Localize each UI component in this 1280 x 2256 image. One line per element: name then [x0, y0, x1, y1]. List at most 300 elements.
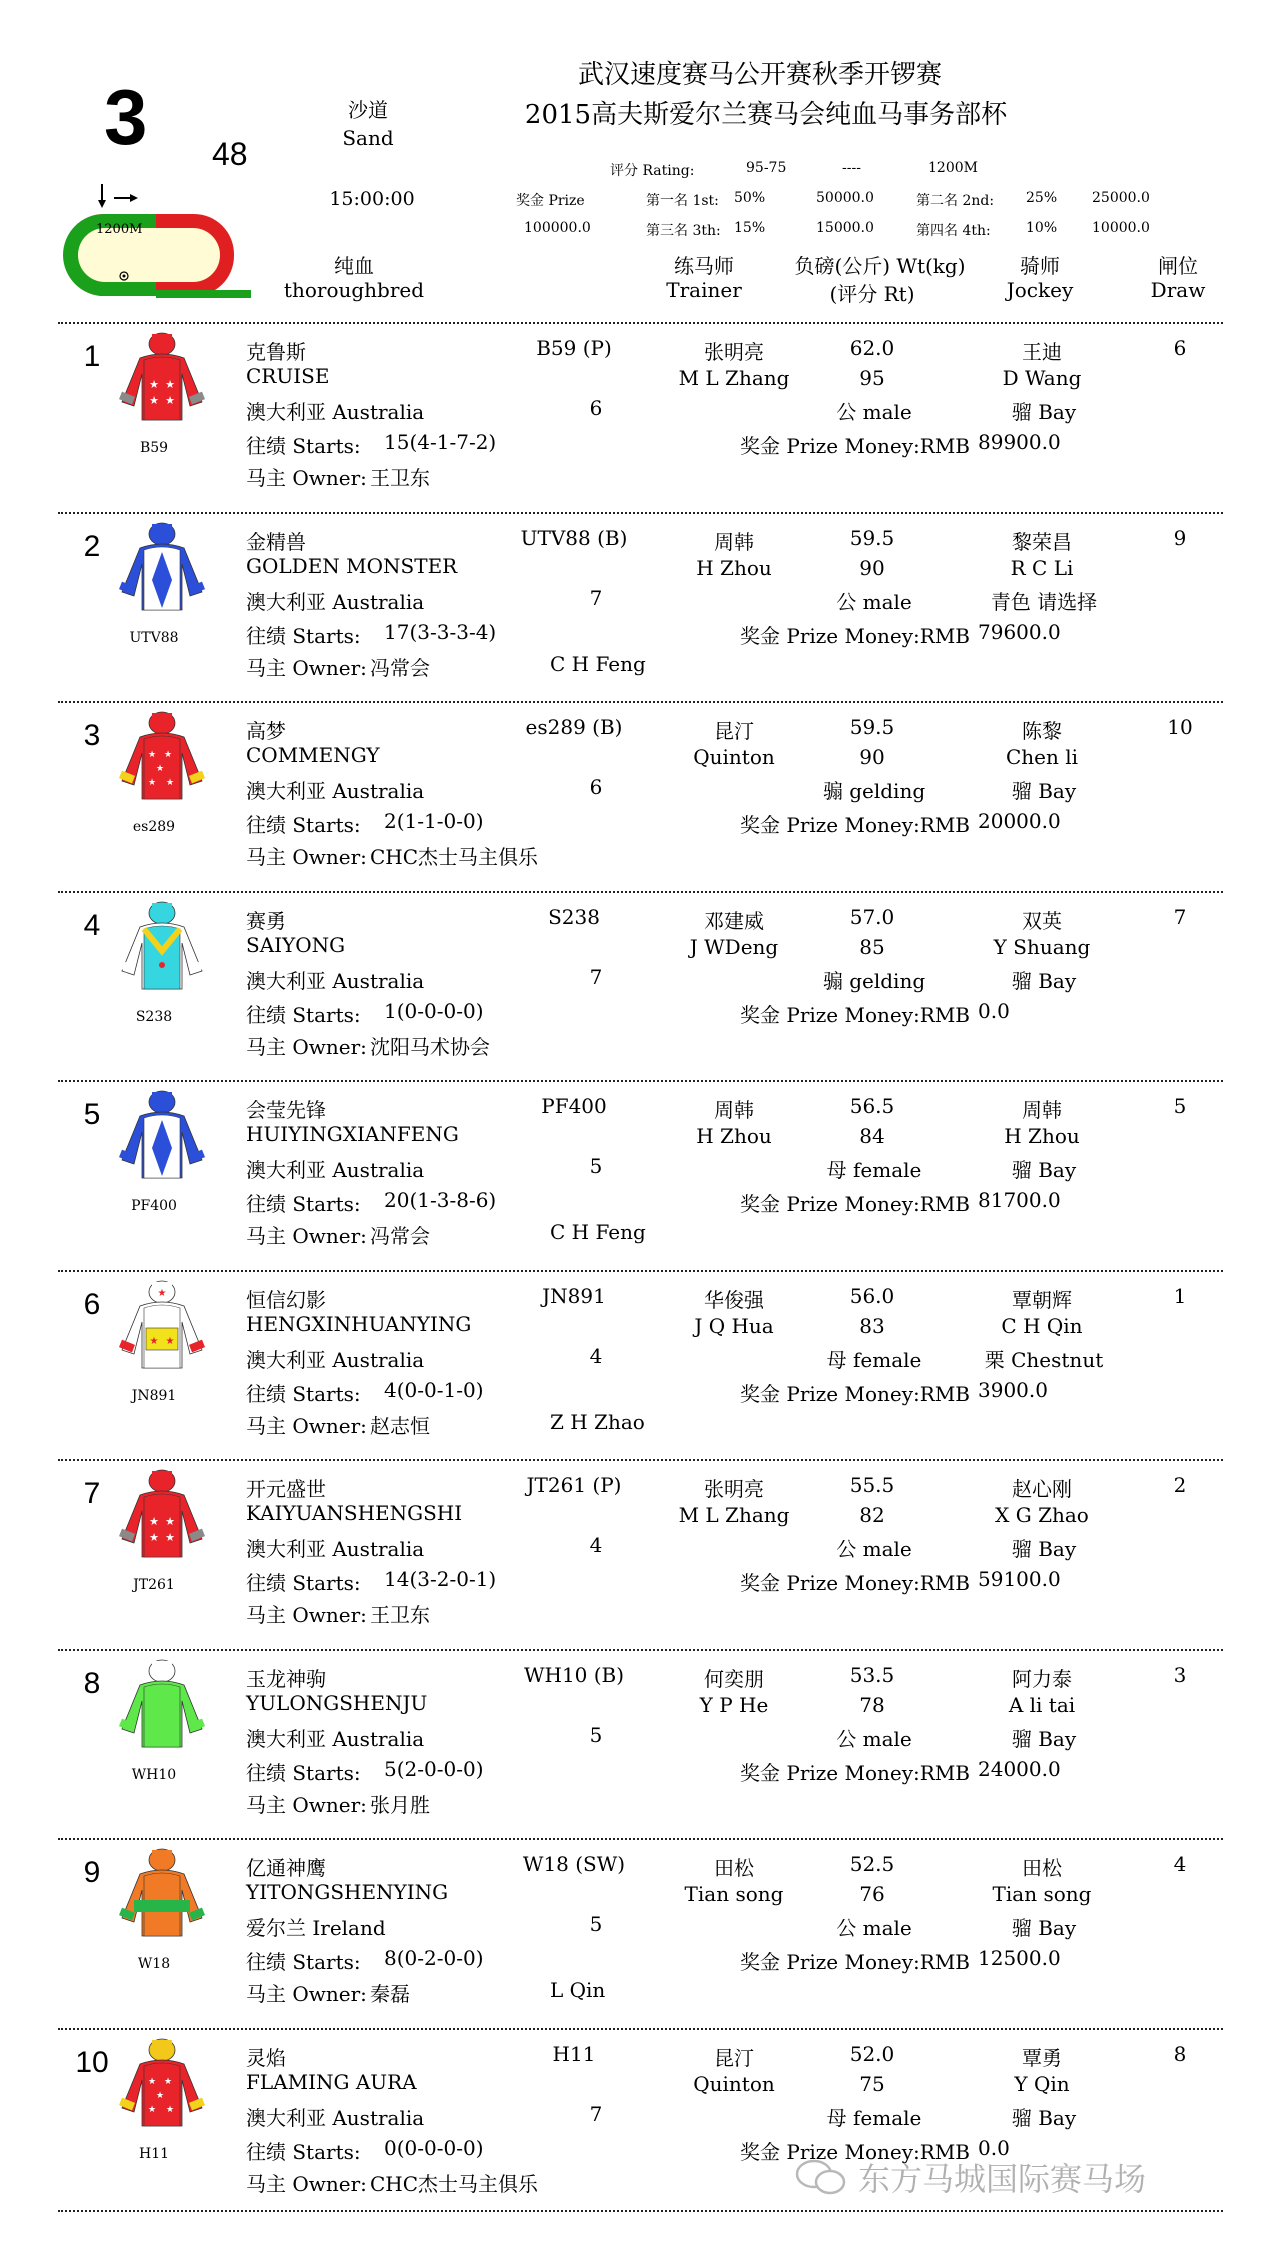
horse-age: 7 — [589, 964, 603, 989]
trainer-en: Quinton — [693, 2071, 775, 2096]
jockey-silks-icon — [118, 1657, 206, 1753]
entry-divider — [58, 701, 1223, 703]
horse-code: H11 — [552, 2041, 596, 2066]
horse-color: 骝 Bay — [1011, 968, 1077, 993]
jockey-silks-icon — [118, 899, 206, 995]
horse-sex: 公 male — [836, 1537, 912, 1561]
runner-number: 10 — [75, 2045, 109, 2079]
draw-number: 10 — [1167, 715, 1193, 739]
race-time: 15:00:00 — [329, 188, 415, 210]
jockey-en: Y Qin — [1014, 2071, 1070, 2096]
owner-name-en: C H Feng — [550, 651, 646, 676]
horse-rating: 84 — [859, 1124, 885, 1148]
owner-name: 冯常会 — [370, 655, 430, 680]
starts-label: 往绩 Starts: — [246, 1192, 361, 1216]
entry-divider — [58, 1838, 1223, 1840]
starts-record: 17(3-3-3-4) — [384, 619, 497, 644]
svg-text:★: ★ — [165, 1335, 175, 1347]
horse-rating: 85 — [859, 934, 885, 959]
owner-label: 马主 Owner: — [246, 845, 367, 869]
horse-origin: 澳大利亚 Australia — [246, 589, 425, 614]
surface-en: Sand — [342, 126, 394, 150]
prize-money-label: 奖金 Prize Money:RMB — [740, 623, 971, 648]
fourth-amount: 10000.0 — [1092, 220, 1150, 236]
silk-code: JT261 — [133, 1577, 175, 1593]
svg-text:★: ★ — [165, 2104, 175, 2115]
fourth-pct: 10% — [1026, 220, 1058, 236]
starts-record: 4(0-0-1-0) — [384, 1377, 484, 1402]
col-draw-en: Draw — [1150, 278, 1206, 302]
jockey-silks-icon — [118, 520, 206, 616]
horse-rating: 90 — [859, 555, 885, 580]
col-weight: 负磅(公斤) Wt(kg) — [794, 254, 966, 278]
jockey-silks-icon — [118, 1278, 206, 1374]
starts-record: 0(0-0-0-0) — [384, 2135, 484, 2160]
silk-code: S238 — [135, 1008, 173, 1025]
horse-sex: 母 female — [826, 2105, 922, 2130]
owner-name-en: Z H Zhao — [550, 1409, 645, 1434]
horse-name-en: CRUISE — [246, 364, 330, 388]
horse-sex: 骟 gelding — [822, 968, 926, 993]
trainer-en: Quinton — [693, 745, 775, 769]
starts-label: 往绩 Starts: — [246, 813, 361, 837]
jockey-cn: 陈黎 — [1022, 719, 1062, 743]
starts-record: 1(0-0-0-0) — [384, 998, 484, 1023]
col-rating: (评分 Rt) — [829, 282, 915, 306]
prize-money: 89900.0 — [978, 430, 1061, 454]
horse-rating: 76 — [859, 1882, 885, 1906]
svg-text:★: ★ — [155, 2090, 165, 2101]
horse-age: 6 — [589, 396, 603, 420]
col-jockey-cn: 骑师 — [1020, 254, 1060, 278]
carried-weight: 56.0 — [849, 1283, 895, 1308]
svg-text:★: ★ — [163, 2076, 173, 2087]
svg-text:★: ★ — [165, 1515, 175, 1528]
jockey-silks-icon — [118, 1088, 206, 1184]
horse-age: 6 — [589, 775, 603, 799]
horse-code: S238 — [548, 904, 600, 929]
horse-color: 骝 Bay — [1011, 1916, 1077, 1940]
prize-label: 奖金 Prize — [516, 193, 585, 209]
jockey-en: Tian song — [992, 1882, 1092, 1906]
silk-code: WH10 — [131, 1766, 177, 1783]
entry-divider-bottom — [58, 2210, 1223, 2212]
runner-number: 6 — [83, 1287, 101, 1321]
track-distance: 1200M — [96, 222, 143, 237]
horse-age: 4 — [589, 1343, 603, 1368]
entry-divider — [58, 1080, 1223, 1082]
prize-money: 3900.0 — [978, 1377, 1048, 1402]
starts-label: 往绩 Starts: — [246, 623, 361, 648]
prize-money-label: 奖金 Prize Money:RMB — [740, 1381, 971, 1406]
surface-cn: 沙道 — [348, 98, 388, 122]
horse-code: WH10 (B) — [523, 1662, 625, 1687]
owner-label: 马主 Owner: — [246, 1792, 367, 1817]
owner-label: 马主 Owner: — [246, 655, 367, 680]
owner-label: 马主 Owner: — [246, 1413, 367, 1438]
draw-number: 1 — [1173, 1283, 1187, 1308]
jockey-silks-icon — [118, 1467, 206, 1563]
entry-divider — [58, 891, 1223, 893]
breed-cn: 纯血 — [334, 254, 374, 278]
runner-entry — [0, 1649, 1280, 1839]
prize-money: 0.0 — [978, 998, 1010, 1023]
draw-number: 8 — [1173, 2041, 1187, 2066]
horse-code: PF400 — [541, 1094, 607, 1118]
third-label: 第三名 3th: — [646, 223, 721, 239]
race-title-line1: 武汉速度赛马公开赛秋季开锣赛 — [577, 60, 943, 90]
horse-name-cn: 亿通神鹰 — [246, 1856, 326, 1880]
starts-label: 往绩 Starts: — [246, 434, 361, 458]
svg-text:★: ★ — [147, 2104, 157, 2115]
horse-origin: 澳大利亚 Australia — [246, 400, 425, 424]
svg-text:★: ★ — [149, 1335, 159, 1347]
prize-money: 59100.0 — [978, 1567, 1061, 1591]
horse-name-cn: 恒信幻影 — [246, 1287, 326, 1312]
horse-name-en: GOLDEN MONSTER — [246, 553, 458, 578]
trainer-en: Y P He — [699, 1692, 769, 1717]
runner-number: 2 — [83, 529, 101, 563]
silk-code: JN891 — [131, 1387, 177, 1404]
carried-weight: 62.0 — [849, 336, 895, 360]
rating-value: 95-75 — [746, 160, 787, 176]
horse-code: JN891 — [542, 1283, 606, 1308]
prize-money: 79600.0 — [978, 619, 1061, 644]
trainer-cn: 田松 — [714, 1856, 754, 1880]
horse-name-en: FLAMING AURA — [246, 2069, 417, 2094]
horse-origin: 澳大利亚 Australia — [246, 1347, 425, 1372]
prize-money-label: 奖金 Prize Money:RMB — [740, 813, 971, 837]
svg-text:★: ★ — [147, 750, 157, 760]
silk-code: es289 — [132, 819, 176, 835]
horse-origin: 澳大利亚 Australia — [246, 1726, 425, 1751]
trainer-cn: 何奕朋 — [704, 1666, 764, 1691]
horse-origin: 澳大利亚 Australia — [246, 1158, 425, 1182]
horse-rating: 90 — [859, 745, 885, 769]
owner-label: 马主 Owner: — [246, 1982, 367, 2006]
carried-weight: 56.5 — [849, 1094, 895, 1118]
entry-divider — [58, 322, 1223, 324]
horse-age: 5 — [589, 1154, 603, 1178]
trainer-cn: 周韩 — [714, 1098, 754, 1122]
runner-number: 4 — [83, 908, 101, 942]
horse-sex: 公 male — [836, 1726, 912, 1751]
horse-name-en: SAIYONG — [246, 932, 346, 957]
draw-number: 7 — [1173, 904, 1187, 929]
svg-text:★: ★ — [147, 778, 157, 788]
prize-money-label: 奖金 Prize Money:RMB — [740, 434, 971, 458]
horse-name-cn: 开元盛世 — [246, 1477, 326, 1501]
horse-age: 5 — [589, 1912, 603, 1936]
breed-en: thoroughbred — [283, 278, 425, 302]
runner-entry — [0, 512, 1280, 702]
horse-rating: 78 — [859, 1692, 885, 1717]
horse-rating: 75 — [859, 2071, 885, 2096]
prize-money-label: 奖金 Prize Money:RMB — [740, 1002, 971, 1027]
jockey-cn: 王迪 — [1022, 340, 1062, 364]
horse-sex: 骟 gelding — [822, 779, 926, 803]
horse-color: 骝 Bay — [1011, 2105, 1077, 2130]
runner-entry — [0, 1270, 1280, 1460]
svg-text:★: ★ — [147, 2076, 157, 2087]
runner-entry — [0, 891, 1280, 1081]
horse-color: 骝 Bay — [1011, 1537, 1077, 1561]
track-diagram-icon — [56, 178, 256, 308]
runner-number: 7 — [83, 1477, 101, 1510]
jockey-silks-icon — [118, 709, 206, 805]
trainer-cn: 张明亮 — [704, 340, 764, 364]
owner-name: 秦磊 — [370, 1982, 410, 2006]
prize-total: 100000.0 — [524, 220, 591, 236]
field-count: 48 — [212, 136, 248, 172]
horse-name-cn: 金精兽 — [246, 529, 306, 554]
horse-code: es289 (B) — [525, 715, 623, 739]
horse-color: 骝 Bay — [1011, 400, 1077, 424]
owner-name: 沈阳马术协会 — [370, 1034, 490, 1059]
horse-sex: 母 female — [826, 1347, 922, 1372]
owner-name: 赵志恒 — [370, 1413, 430, 1438]
first-label: 第一名 1st: — [646, 193, 719, 209]
jockey-en: H Zhou — [1004, 1124, 1080, 1148]
svg-text:★: ★ — [149, 1515, 159, 1528]
owner-name: CHC杰士马主俱乐 — [370, 2171, 539, 2196]
owner-name: 王卫东 — [370, 466, 430, 490]
prize-money-label: 奖金 Prize Money:RMB — [740, 1950, 971, 1974]
prize-money: 24000.0 — [978, 1756, 1061, 1781]
runner-entry — [0, 1838, 1280, 2028]
jockey-en: D Wang — [1002, 366, 1082, 390]
horse-name-cn: 克鲁斯 — [246, 340, 306, 364]
jockey-en: X G Zhao — [995, 1503, 1089, 1527]
starts-record: 15(4-1-7-2) — [384, 430, 497, 454]
jockey-silks-icon — [118, 330, 206, 426]
owner-name-en: C H Feng — [550, 1220, 646, 1244]
horse-origin: 澳大利亚 Australia — [246, 2105, 425, 2130]
jockey-cn: 覃勇 — [1022, 2045, 1062, 2070]
runner-entry — [0, 322, 1280, 512]
entry-divider — [58, 1270, 1223, 1272]
carried-weight: 52.0 — [849, 2041, 895, 2066]
svg-text:★: ★ — [149, 378, 159, 391]
svg-text:★: ★ — [165, 1531, 175, 1544]
second-pct: 25% — [1026, 190, 1058, 206]
horse-sex: 公 male — [836, 400, 912, 424]
draw-number: 6 — [1173, 336, 1187, 360]
trainer-cn: 张明亮 — [704, 1477, 764, 1501]
second-label: 第二名 2nd: — [916, 193, 995, 209]
svg-text:★: ★ — [149, 1531, 159, 1544]
entry-divider — [58, 2028, 1223, 2030]
jockey-cn: 赵心刚 — [1012, 1477, 1072, 1501]
jockey-silks-icon — [118, 1846, 206, 1942]
owner-name-en: L Qin — [550, 1978, 606, 2002]
horse-name-cn: 高梦 — [246, 719, 286, 743]
runner-number: 5 — [83, 1098, 101, 1131]
entry-divider — [58, 512, 1223, 514]
owner-name: 王卫东 — [370, 1603, 430, 1627]
horse-color: 骝 Bay — [1011, 1726, 1077, 1751]
jockey-en: A li tai — [1008, 1692, 1076, 1717]
horse-name-en: KAIYUANSHENGSHI — [246, 1501, 463, 1525]
owner-label: 马主 Owner: — [246, 1224, 367, 1248]
horse-rating: 82 — [859, 1503, 885, 1527]
horse-age: 7 — [589, 585, 603, 610]
horse-rating: 83 — [859, 1313, 885, 1338]
jockey-en: Y Shuang — [993, 934, 1091, 959]
horse-sex: 公 male — [836, 1916, 912, 1940]
draw-number: 2 — [1173, 1473, 1187, 1497]
race-title-line2: 2015高夫斯爱尔兰赛马会纯血马事务部杯 — [524, 100, 1008, 130]
starts-record: 14(3-2-0-1) — [384, 1567, 497, 1591]
starts-label: 往绩 Starts: — [246, 1002, 361, 1027]
horse-name-en: YITONGSHENYING — [246, 1880, 449, 1904]
horse-color: 骝 Bay — [1011, 1158, 1077, 1182]
third-amount: 15000.0 — [816, 220, 874, 236]
runner-number: 8 — [83, 1666, 101, 1700]
fourth-label: 第四名 4th: — [916, 223, 991, 239]
owner-name: 张月胜 — [370, 1792, 430, 1817]
rating-separator: ---- — [842, 160, 861, 176]
runner-entry — [0, 1459, 1280, 1649]
svg-text:★: ★ — [165, 778, 175, 788]
trainer-cn: 邓建威 — [704, 908, 764, 933]
silk-code: PF400 — [131, 1198, 177, 1214]
horse-name-cn: 玉龙神驹 — [246, 1666, 326, 1691]
trainer-en: H Zhou — [696, 555, 772, 580]
starts-record: 2(1-1-0-0) — [384, 809, 484, 833]
trainer-en: Tian song — [684, 1882, 784, 1906]
jockey-silks-icon — [118, 2036, 206, 2132]
svg-text:★: ★ — [157, 1287, 167, 1299]
silk-code: H11 — [138, 2145, 170, 2162]
starts-label: 往绩 Starts: — [246, 2139, 361, 2164]
runner-number: 1 — [83, 340, 101, 373]
draw-number: 4 — [1173, 1852, 1187, 1876]
trainer-en: J WDeng — [689, 934, 779, 959]
runner-number: 3 — [83, 719, 101, 752]
horse-age: 4 — [589, 1533, 603, 1557]
jockey-cn: 阿力泰 — [1012, 1666, 1072, 1691]
horse-name-cn: 会莹先锋 — [246, 1098, 326, 1122]
horse-sex: 母 female — [826, 1158, 922, 1182]
trainer-cn: 周韩 — [714, 529, 754, 554]
horse-name-cn: 灵焰 — [246, 2045, 286, 2070]
starts-label: 往绩 Starts: — [246, 1381, 361, 1406]
runner-entry — [0, 1080, 1280, 1270]
svg-text:★: ★ — [165, 394, 175, 407]
svg-text:★: ★ — [149, 394, 159, 407]
prize-money: 0.0 — [978, 2135, 1010, 2160]
horse-code: W18 (SW) — [522, 1852, 626, 1876]
horse-origin: 澳大利亚 Australia — [246, 779, 425, 803]
draw-number: 3 — [1173, 1662, 1187, 1687]
svg-text:★: ★ — [155, 764, 165, 774]
entry-divider — [58, 1459, 1223, 1461]
carried-weight: 57.0 — [849, 904, 895, 929]
prize-money: 20000.0 — [978, 809, 1061, 833]
svg-text:★: ★ — [163, 750, 173, 760]
carried-weight: 55.5 — [849, 1473, 895, 1497]
horse-origin: 爱尔兰 Ireland — [246, 1916, 386, 1940]
watermark-text: 东方马城国际赛马场 — [858, 2160, 1147, 2198]
horse-sex: 公 male — [836, 589, 912, 614]
starts-label: 往绩 Starts: — [246, 1760, 361, 1785]
chat-bubble-icon — [794, 2156, 848, 2200]
starts-label: 往绩 Starts: — [246, 1571, 361, 1595]
silk-code: UTV88 — [129, 629, 179, 646]
horse-code: B59 (P) — [536, 336, 612, 360]
owner-name: 冯常会 — [370, 1224, 430, 1248]
silk-code: B59 — [139, 440, 169, 456]
owner-label: 马主 Owner: — [246, 2171, 367, 2196]
horse-code: JT261 (P) — [526, 1473, 622, 1497]
jockey-cn: 田松 — [1022, 1856, 1062, 1880]
carried-weight: 59.5 — [849, 715, 895, 739]
jockey-en: Chen li — [1005, 745, 1079, 769]
horse-color: 骝 Bay — [1011, 779, 1077, 803]
draw-number: 5 — [1173, 1094, 1187, 1118]
carried-weight: 52.5 — [849, 1852, 895, 1876]
carried-weight: 59.5 — [849, 525, 895, 550]
jockey-en: R C Li — [1010, 555, 1074, 580]
horse-color: 青色 请选择 — [990, 589, 1098, 614]
svg-text:★: ★ — [165, 378, 175, 391]
silk-code: W18 — [137, 1956, 171, 1972]
horse-name-cn: 赛勇 — [246, 908, 286, 933]
horse-age: 5 — [589, 1722, 603, 1747]
jockey-cn: 双英 — [1022, 908, 1062, 933]
jockey-cn: 覃朝辉 — [1012, 1287, 1072, 1312]
prize-money: 81700.0 — [978, 1188, 1061, 1212]
col-trainer-en: Trainer — [666, 278, 742, 302]
prize-money-label: 奖金 Prize Money:RMB — [740, 2139, 971, 2164]
prize-money: 12500.0 — [978, 1946, 1061, 1970]
horse-name-en: HUIYINGXIANFENG — [246, 1122, 459, 1146]
horse-code: UTV88 (B) — [520, 525, 628, 550]
owner-label: 马主 Owner: — [246, 1603, 367, 1627]
runner-number: 9 — [83, 1856, 101, 1889]
horse-origin: 澳大利亚 Australia — [246, 968, 425, 993]
carried-weight: 53.5 — [849, 1662, 895, 1687]
first-amount: 50000.0 — [816, 190, 874, 206]
rating-label: 评分 Rating: — [610, 163, 695, 179]
col-jockey-en: Jockey — [1006, 278, 1074, 302]
horse-color: 栗 Chestnut — [984, 1347, 1104, 1372]
third-pct: 15% — [734, 220, 766, 236]
horse-name-en: HENGXINHUANYING — [246, 1311, 472, 1336]
trainer-en: J Q Hua — [694, 1313, 774, 1338]
race-number: 3 — [104, 73, 148, 161]
horse-name-en: COMMENGY — [246, 743, 380, 767]
owner-label: 马主 Owner: — [246, 1034, 367, 1059]
horse-name-en: YULONGSHENJU — [246, 1690, 428, 1715]
entry-divider — [58, 1649, 1223, 1651]
trainer-cn: 昆汀 — [714, 719, 754, 743]
starts-record: 8(0-2-0-0) — [384, 1946, 484, 1970]
starts-record: 5(2-0-0-0) — [384, 1756, 484, 1781]
jockey-cn: 周韩 — [1022, 1098, 1062, 1122]
jockey-en: C H Qin — [1001, 1313, 1083, 1338]
trainer-cn: 昆汀 — [714, 2045, 754, 2070]
starts-record: 20(1-3-8-6) — [384, 1188, 497, 1212]
race-distance: 1200M — [928, 160, 978, 176]
prize-money-label: 奖金 Prize Money:RMB — [740, 1571, 971, 1595]
col-trainer-cn: 练马师 — [674, 254, 734, 278]
trainer-cn: 华俊强 — [704, 1287, 764, 1312]
first-pct: 50% — [734, 190, 766, 206]
trainer-en: M L Zhang — [678, 366, 790, 390]
col-draw-cn: 闸位 — [1158, 254, 1198, 278]
